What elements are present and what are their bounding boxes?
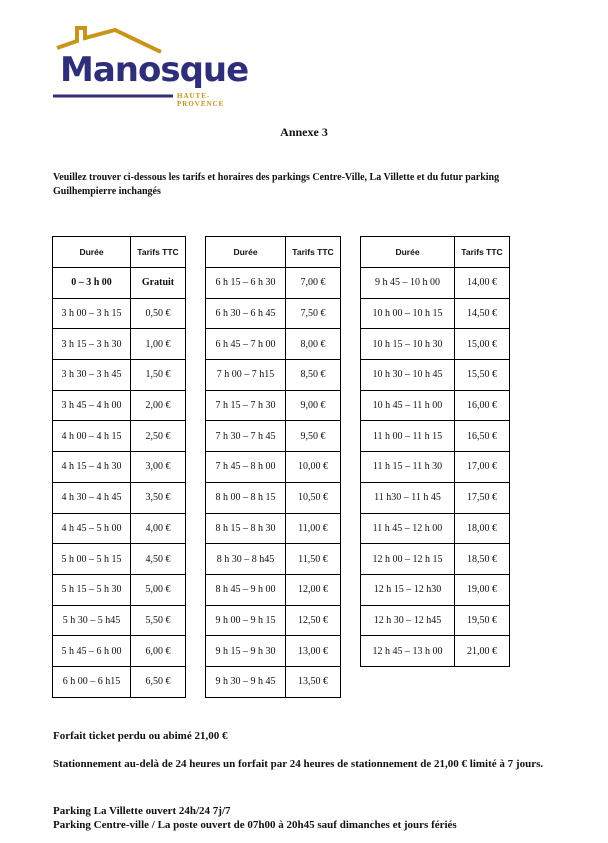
price-cell: 15,00 €: [455, 329, 510, 360]
duration-cell: 3 h 00 – 3 h 15: [53, 298, 131, 329]
duration-cell: 12 h 45 – 13 h 00: [361, 636, 455, 667]
duration-cell: 10 h 30 – 10 h 45: [361, 360, 455, 391]
table-row: [206, 421, 341, 452]
price-cell: 9,50 €: [286, 421, 341, 452]
price-cell: 5,00 €: [131, 574, 186, 605]
table-row: [206, 268, 341, 299]
duration-cell: 5 h 00 – 5 h 15: [53, 544, 131, 575]
table-row: [53, 421, 186, 452]
tariff-table-1: [52, 236, 186, 698]
duration-cell: 5 h 15 – 5 h 30: [53, 574, 131, 605]
table-row: [53, 452, 186, 483]
duration-cell: 7 h 30 – 7 h 45: [206, 421, 286, 452]
duration-cell: 6 h 00 – 6 h15: [53, 666, 131, 697]
table-row: [206, 360, 341, 391]
table-row: [361, 605, 510, 636]
price-cell: 18,50 €: [455, 544, 510, 575]
price-cell: 9,00 €: [286, 390, 341, 421]
price-cell: 3,50 €: [131, 482, 186, 513]
table-row: [206, 329, 341, 360]
duration-cell: 7 h 45 – 8 h 00: [206, 452, 286, 483]
table-row: [206, 636, 341, 667]
price-header: Tarifs TTC: [286, 237, 341, 268]
table-row: [206, 605, 341, 636]
price-cell: 11,00 €: [286, 513, 341, 544]
table-row: [361, 421, 510, 452]
table-row: [206, 666, 341, 697]
duration-header: Durée: [206, 237, 286, 268]
price-cell: 18,00 €: [455, 513, 510, 544]
price-cell: 19,00 €: [455, 574, 510, 605]
table-row: [53, 544, 186, 575]
price-cell: 8,00 €: [286, 329, 341, 360]
table-row: [53, 605, 186, 636]
duration-cell: 3 h 30 – 3 h 45: [53, 360, 131, 391]
logo-subtitle: HAUTE-PROVENCE: [177, 92, 225, 108]
price-cell: 4,00 €: [131, 513, 186, 544]
tariff-table-2: [205, 236, 341, 698]
duration-cell: 6 h 30 – 6 h 45: [206, 298, 286, 329]
price-cell: 6,50 €: [131, 666, 186, 697]
price-cell: 12,00 €: [286, 574, 341, 605]
villette-hours-note: Parking La Villette ouvert 24h/24 7j/7: [53, 805, 231, 817]
price-cell: 6,00 €: [131, 636, 186, 667]
price-cell: 0,50 €: [131, 298, 186, 329]
tariff-table-3: [360, 236, 510, 667]
price-cell: 19,50 €: [455, 605, 510, 636]
table-row: [53, 268, 186, 299]
price-cell: 16,00 €: [455, 390, 510, 421]
table-row: [53, 636, 186, 667]
table-row: [53, 390, 186, 421]
logo-brand-text: Manosque: [60, 50, 249, 90]
price-cell: 2,00 €: [131, 390, 186, 421]
table-row: [361, 482, 510, 513]
price-cell: 17,50 €: [455, 482, 510, 513]
duration-cell: 7 h 00 – 7 h15: [206, 360, 286, 391]
table-row: [361, 360, 510, 391]
table-row: [361, 390, 510, 421]
price-header: Tarifs TTC: [131, 237, 186, 268]
table-row: [361, 452, 510, 483]
table-row: [361, 329, 510, 360]
duration-cell: 10 h 00 – 10 h 15: [361, 298, 455, 329]
duration-cell: 4 h 30 – 4 h 45: [53, 482, 131, 513]
price-cell: 14,00 €: [455, 268, 510, 299]
price-cell: 11,50 €: [286, 544, 341, 575]
price-cell: 8,50 €: [286, 360, 341, 391]
duration-cell: 9 h 00 – 9 h 15: [206, 605, 286, 636]
table-row: [361, 513, 510, 544]
price-cell: 17,00 €: [455, 452, 510, 483]
table-row: [53, 666, 186, 697]
price-cell: 5,50 €: [131, 605, 186, 636]
table-row: [206, 452, 341, 483]
table-row: [53, 360, 186, 391]
price-cell: 21,00 €: [455, 636, 510, 667]
duration-cell: 11 h 00 – 11 h 15: [361, 421, 455, 452]
price-cell: 4,50 €: [131, 544, 186, 575]
centre-hours-note: Parking Centre-ville / La poste ouvert de 07h00 à 20h45 sauf dimanches et jours fériés: [53, 819, 457, 831]
price-cell: 1,50 €: [131, 360, 186, 391]
table-row: [361, 298, 510, 329]
duration-cell: 12 h 30 – 12 h45: [361, 605, 455, 636]
duration-cell: 9 h 45 – 10 h 00: [361, 268, 455, 299]
table-row: [206, 513, 341, 544]
duration-cell: 3 h 45 – 4 h 00: [53, 390, 131, 421]
duration-cell: 9 h 30 – 9 h 45: [206, 666, 286, 697]
table-row: [53, 298, 186, 329]
table-row: [53, 329, 186, 360]
table-row: [206, 482, 341, 513]
price-cell: 14,50 €: [455, 298, 510, 329]
over-24h-note: Stationnement au-delà de 24 heures un forfait par 24 heures de stationnement de 21,00 € limité à 7 jours.: [53, 758, 544, 770]
price-cell: 10,50 €: [286, 482, 341, 513]
duration-cell: 4 h 00 – 4 h 15: [53, 421, 131, 452]
price-cell: 15,50 €: [455, 360, 510, 391]
duration-cell: 8 h 45 – 9 h 00: [206, 574, 286, 605]
table-row: [361, 574, 510, 605]
duration-cell: 6 h 45 – 7 h 00: [206, 329, 286, 360]
duration-cell: 9 h 15 – 9 h 30: [206, 636, 286, 667]
intro-text: Veuillez trouver ci-dessous les tarifs et horaires des parkings Centre-Ville, La Villette et du futur parking Guilhempierre inchangés: [53, 172, 500, 197]
table-row: [361, 636, 510, 667]
duration-cell: 8 h 15 – 8 h 30: [206, 513, 286, 544]
duration-cell: 11 h 45 – 12 h 00: [361, 513, 455, 544]
duration-cell: 11 h30 – 11 h 45: [361, 482, 455, 513]
table-row: [53, 513, 186, 544]
duration-cell: 8 h 30 – 8 h45: [206, 544, 286, 575]
duration-cell: 5 h 30 – 5 h45: [53, 605, 131, 636]
duration-cell: 3 h 15 – 3 h 30: [53, 329, 131, 360]
table-row: [206, 544, 341, 575]
price-cell: 12,50 €: [286, 605, 341, 636]
duration-cell: 8 h 00 – 8 h 15: [206, 482, 286, 513]
duration-cell: 6 h 15 – 6 h 30: [206, 268, 286, 299]
duration-cell: 11 h 15 – 11 h 30: [361, 452, 455, 483]
table-row: [53, 574, 186, 605]
duration-cell: 5 h 45 – 6 h 00: [53, 636, 131, 667]
duration-cell: 12 h 00 – 12 h 15: [361, 544, 455, 575]
table-row: [361, 268, 510, 299]
price-cell: 13,00 €: [286, 636, 341, 667]
duration-header: Durée: [53, 237, 131, 268]
table-row: [206, 574, 341, 605]
lost-ticket-note: Forfait ticket perdu ou abimé 21,00 €: [53, 730, 228, 742]
price-cell: 1,00 €: [131, 329, 186, 360]
price-cell: 10,00 €: [286, 452, 341, 483]
duration-cell: 12 h 15 – 12 h30: [361, 574, 455, 605]
duration-cell: 10 h 15 – 10 h 30: [361, 329, 455, 360]
price-cell: 2,50 €: [131, 421, 186, 452]
table-row: [206, 390, 341, 421]
price-header: Tarifs TTC: [455, 237, 510, 268]
price-cell: 7,50 €: [286, 298, 341, 329]
price-cell: 7,00 €: [286, 268, 341, 299]
duration-header: Durée: [361, 237, 455, 268]
manosque-logo: [53, 26, 253, 108]
duration-cell: 0 – 3 h 00: [53, 268, 131, 299]
table-row: [53, 482, 186, 513]
duration-cell: 4 h 45 – 5 h 00: [53, 513, 131, 544]
table-row: [361, 544, 510, 575]
duration-cell: 10 h 45 – 11 h 00: [361, 390, 455, 421]
annex-title: Annexe 3: [280, 125, 328, 139]
price-cell: Gratuit: [131, 268, 186, 299]
price-cell: 16,50 €: [455, 421, 510, 452]
duration-cell: 7 h 15 – 7 h 30: [206, 390, 286, 421]
price-cell: 13,50 €: [286, 666, 341, 697]
table-row: [206, 298, 341, 329]
price-cell: 3,00 €: [131, 452, 186, 483]
duration-cell: 4 h 15 – 4 h 30: [53, 452, 131, 483]
